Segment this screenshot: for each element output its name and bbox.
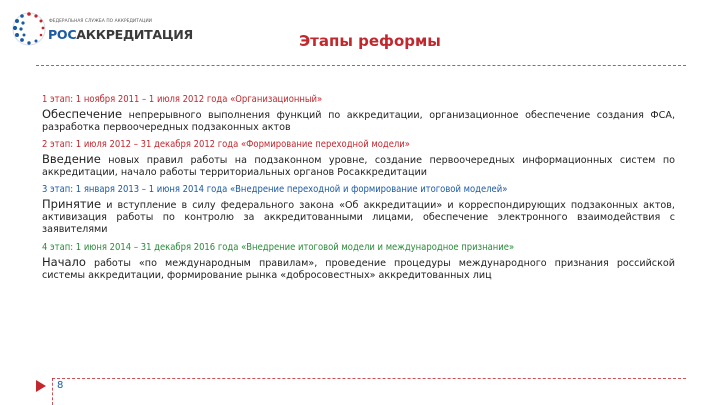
stages-list — [42, 93, 675, 285]
page-title: Этапы реформы — [299, 32, 441, 50]
footer-vertical-line — [52, 378, 53, 405]
stage-2-title: 2 этап: 1 июля 2012 – 31 декабря 2012 года «Формирование переходной модели» — [42, 139, 410, 150]
footer-arrow-icon — [36, 380, 46, 392]
stage-3-text: и вступление в силу федерального закона «Об аккредитации» и корреспондирующих подзаконных актов, активизация работы по контролю за аккредитованными лицами, обеспечение электронного взаимодействия с заявителями — [42, 200, 675, 235]
page-number: 8 — [57, 380, 64, 391]
stage-1-title: 1 этап: 1 ноября 2011 – 1 июля 2012 года «Организационный» — [42, 94, 323, 105]
stage-1-lead: Обеспечение — [42, 107, 123, 121]
logo-name-part2: АККРЕДИТАЦИЯ — [76, 27, 193, 42]
stage-4-description — [42, 256, 675, 282]
stage-3-description — [42, 198, 675, 236]
logo-name-part1: РОС — [48, 27, 77, 42]
logo-small-text: ФЕДЕРАЛЬНАЯ СЛУЖБА ПО АККРЕДИТАЦИИ — [49, 19, 153, 24]
stage-4-text: работы «по международным правилам», проведение процедуры международного признания российской системы аккредитации, формирование рынка «добросовестных» аккредитованных лиц — [42, 258, 675, 281]
bottom-divider — [52, 378, 686, 379]
stage-1-description — [42, 108, 675, 134]
stage-4-title: 4 этап: 1 июня 2014 – 31 декабря 2016 года «Внедрение итоговой модели и международное признание» — [42, 242, 515, 253]
stage-3-title: 3 этап: 1 января 2013 – 1 июня 2014 года «Внедрение переходной и формирование итоговой моделей» — [42, 184, 508, 195]
stage-4-lead: Начало — [42, 255, 86, 269]
stage-3-lead: Принятие — [42, 197, 102, 211]
stage-1-text: непрерывного выполнения функций по аккредитации, организационное обеспечение создания ФСА, разработка первоочередных подзаконных актов — [42, 110, 675, 133]
stage-2-text: новых правил работы на подзаконном уровне, создание первоочередных информационных систем по аккредитации, начало работы территориальных органов Росаккредитации — [42, 155, 675, 178]
stage-2-lead: Введение — [42, 152, 101, 166]
stage-2-description — [42, 153, 675, 179]
top-divider — [36, 65, 686, 66]
